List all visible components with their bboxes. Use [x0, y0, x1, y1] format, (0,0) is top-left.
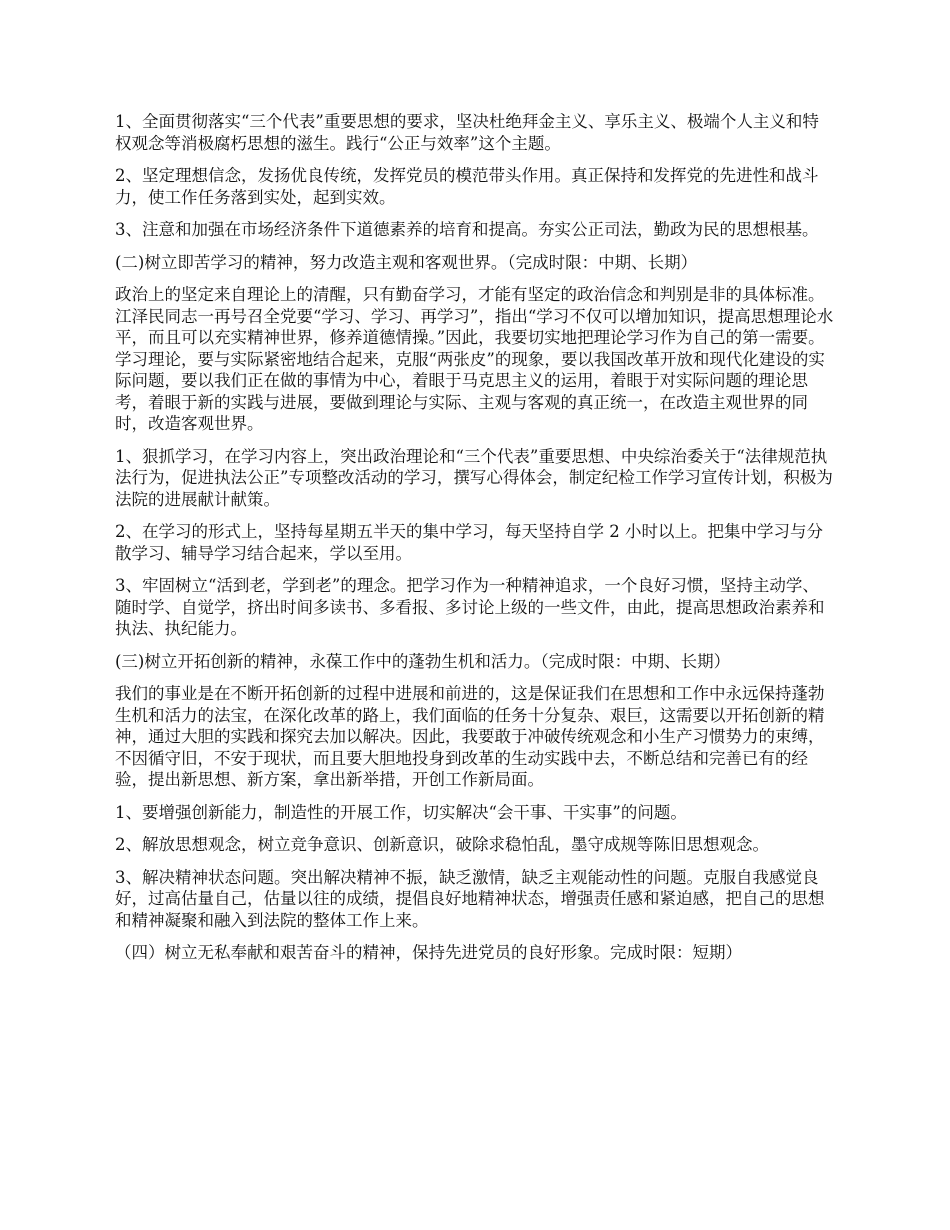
paragraph-10: 我们的事业是在不断开拓创新的过程中进展和前进的，这是保证我们在思想和工作中永远保持蓬勃生机和活力的法宝，在深化改革的路上，我们面临的任务十分复杂、艰巨，这需要以开拓创新的精神，通过大胆的实践和探究去加以解决。因此，我要敢于冲破传统观念和小生产习惯势力的束缚，不因循守旧，不安于现状，而且要大胆地投身到改革的生动实践中去，不断总结和完善已有的经验，提出新思想、新方案，拿出新举措，开创工作新局面。	[115, 684, 825, 789]
paragraph-5: 政治上的坚定来自理论上的清醒，只有勤奋学习，才能有坚定的政治信念和判别是非的具体标准。江泽民同志一再号召全党要“学习、学习、再学习”，指出“学习不仅可以增加知识，提高思想理论水平，而且可以充实精神世界，修养道德情操。”因此，我要切实地把理论学习作为自己的第一需要。学习理论，要与实际紧密地结合起来，克服“两张皮”的现象，要以我国改革开放和现代化建设的实际问题，要以我们正在做的事情为中心，着眼于马克思主义的运用，着眼于对实际问题的理论思考，着眼于新的实践与进展，要做到理论与实际、主观与客观的真正统一，在改造主观世界的同时，改造客观世界。	[115, 285, 834, 433]
paragraph-11: 1、要增强创新能力，制造性的开展工作，切实解决“会干事、干实事”的问题。	[115, 802, 687, 822]
section-heading-4: （四）树立无私奉献和艰苦奋斗的精神，保持先进党员的良好形象。完成时限：短期）	[115, 943, 742, 962]
paragraph-12: 2、解放思想观念，树立竞争意识、创新意识，破除求稳怕乱，墨守成规等陈旧思想观念。	[115, 835, 769, 854]
paragraph-3: 3、注意和加强在市场经济条件下道德素养的培育和提高。夯实公正司法，勤政为民的思想根基。	[115, 220, 819, 239]
section-heading-3: (三)树立开拓创新的精神，永葆工作中的蓬勃生机和活力。（完成时限：中期、长期）	[115, 651, 731, 671]
paragraph-8: 3、牢固树立“活到老，学到老”的理念。把学习作为一种精神追求，一个良好习惯，坚持主动学、随时学、自觉学，挤出时间多读书、多看报、多讨论上级的一些文件，由此，提高思想政治素养和执法、执纪能力。	[115, 576, 825, 638]
paragraph-7: 2、在学习的形式上，坚持每星期五半天的集中学习，每天坚持自学 2 小时以上。把集中学习与分散学习、辅导学习结合起来，学以至用。	[115, 522, 823, 563]
section-heading-2: (二)树立即苦学习的精神，努力改造主观和客观世界。（完成时限：中期、长期）	[115, 252, 698, 272]
paragraph-1: 1、全面贯彻落实“三个代表”重要思想的要求，坚决杜绝拜金主义、享乐主义、极端个人主义和特权观念等消极腐朽思想的滋生。践行“公正与效率”这个主题。	[115, 112, 819, 153]
paragraph-2: 2、坚定理想信念，发扬优良传统，发挥党员的模范带头作用。真正保持和发挥党的先进性和战斗力，使工作任务落到实处，起到实效。	[115, 166, 819, 207]
paragraph-6: 1、狠抓学习，在学习内容上，突出政治理论和“三个代表”重要思想、中央综治委关于“法律规范执法行为，促进执法公正”专项整改活动的学习，撰写心得体会，制定纪检工作学习宣传计划，积极为法院的进展献计献策。	[115, 446, 833, 509]
paragraph-13: 3、解决精神状态问题。突出解决精神不振，缺乏激情，缺乏主观能动性的问题。克服自我感觉良好，过高估量自己，估量以往的成绩，提倡良好地精神状态，增强责任感和紧迫感，把自己的思想和精神凝聚和融入到法院的整体工作上来。	[115, 867, 825, 930]
document-body	[115, 111, 835, 975]
